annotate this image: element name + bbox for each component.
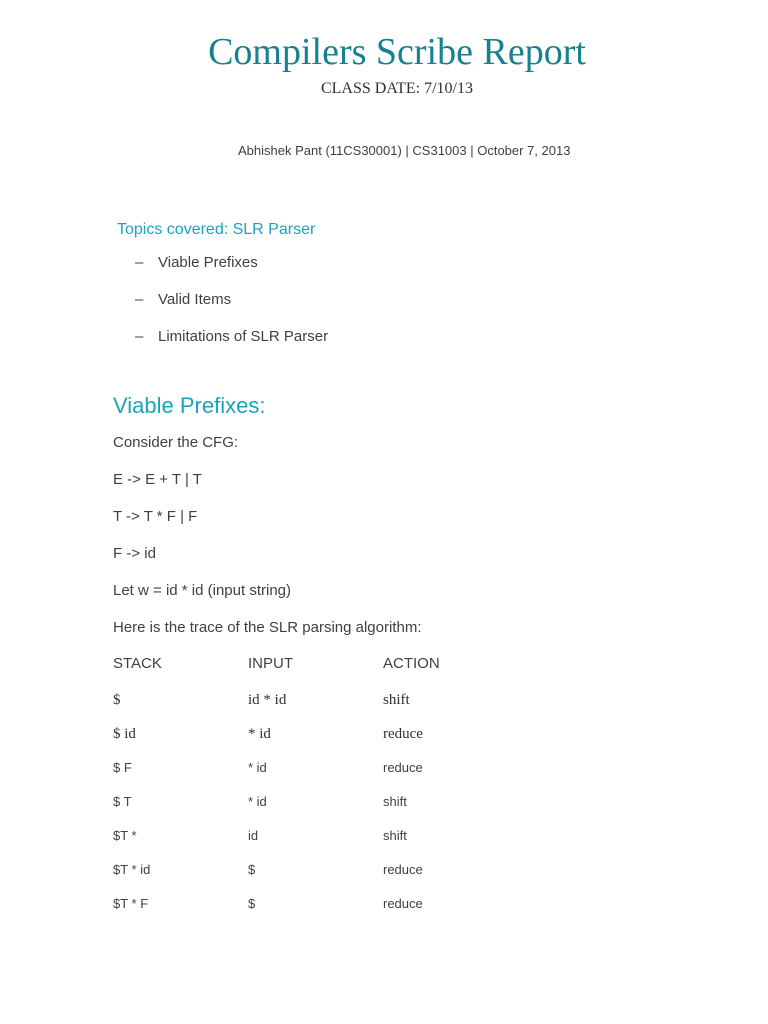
stack-cell: $ id	[113, 726, 136, 742]
body-line: Let w = id * id (input string)	[113, 582, 292, 599]
list-item	[135, 327, 328, 364]
document-title: Compilers Scribe Report	[208, 31, 586, 73]
author-byline: Abhishek Pant (11CS30001) | CS31003 | October 7, 2013	[238, 143, 571, 158]
topics-heading: Topics covered: SLR Parser	[117, 221, 316, 238]
action-cell: reduce	[383, 862, 423, 877]
action-cell: shift	[383, 828, 407, 843]
dash-bullet: –	[135, 254, 144, 271]
action-cell: reduce	[383, 726, 423, 742]
grammar-rule: E -> E + T | T	[113, 471, 202, 488]
topic-text: Limitations of SLR Parser	[158, 328, 329, 345]
action-cell: shift	[383, 692, 410, 708]
stack-cell: $	[113, 692, 121, 708]
topic-text: Viable Prefixes	[158, 254, 258, 271]
input-cell: id	[248, 828, 259, 843]
stack-cell: $ F	[113, 760, 132, 775]
dash-bullet: –	[135, 291, 144, 308]
dash-bullet: –	[135, 328, 144, 345]
stack-cell: $T *	[113, 828, 137, 843]
topic-text: Valid Items	[158, 291, 232, 308]
list-item	[135, 290, 328, 327]
stack-cell: $ T	[113, 794, 132, 809]
body-line: Here is the trace of the SLR parsing algorithm:	[113, 619, 422, 636]
topic-list	[135, 253, 328, 364]
stack-cell: $T * id	[113, 862, 151, 877]
grammar-rule: T -> T * F | F	[113, 508, 198, 525]
input-cell: * id	[248, 760, 267, 775]
input-cell: id * id	[248, 692, 287, 708]
column-header: STACK	[113, 655, 162, 672]
action-cell: shift	[383, 794, 407, 809]
input-cell: * id	[248, 794, 267, 809]
column-header: INPUT	[248, 655, 293, 672]
class-date: CLASS DATE: 7/10/13	[320, 80, 473, 97]
list-item	[135, 253, 328, 290]
grammar-rule: F -> id	[113, 545, 156, 562]
input-cell: * id	[248, 726, 271, 742]
column-header: ACTION	[383, 655, 440, 672]
stack-cell: $T * F	[113, 896, 149, 911]
action-cell: reduce	[383, 896, 423, 911]
section-body	[113, 433, 421, 655]
section-heading-viable-prefixes: Viable Prefixes:	[113, 393, 266, 418]
input-cell: $	[248, 896, 256, 911]
body-line: Consider the CFG:	[113, 434, 239, 451]
input-cell: $	[248, 862, 256, 877]
action-cell: reduce	[383, 760, 423, 775]
